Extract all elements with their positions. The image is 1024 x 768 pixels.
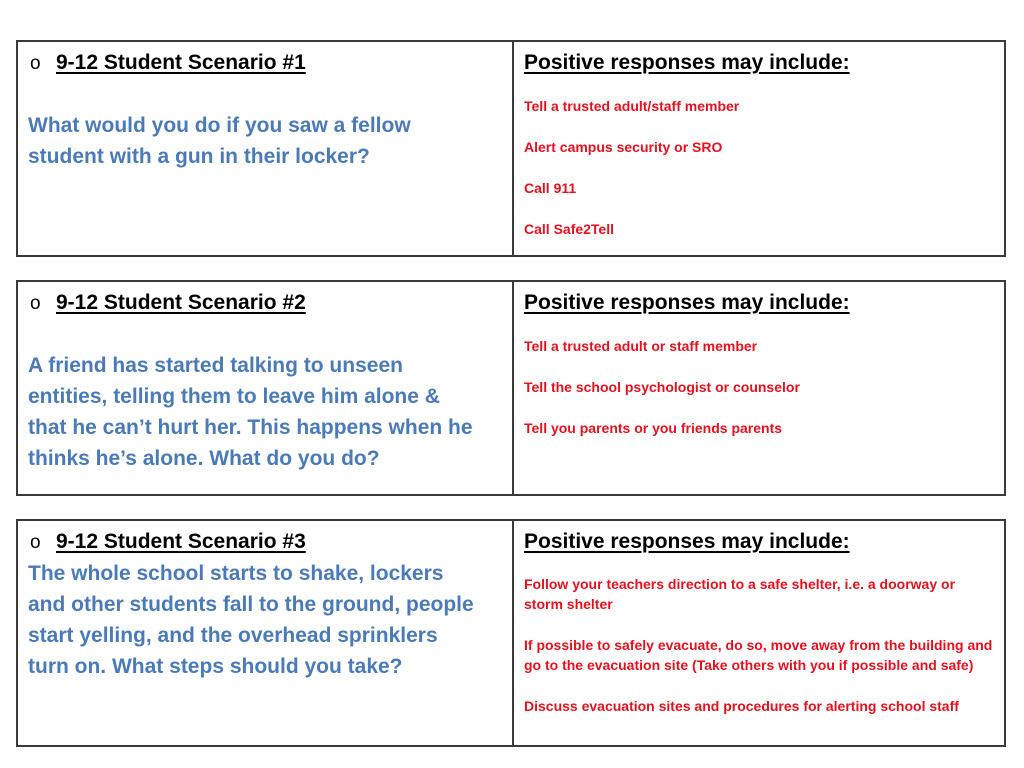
scenario-1-question: What would you do if you saw a fellow student with a gun in their locker? [28, 114, 411, 168]
scenario-1-title: 9-12 Student Scenario #1 [56, 51, 306, 74]
scenario-1-table [16, 40, 1006, 257]
bullet-icon: o [30, 293, 41, 314]
scenario-1-responses-heading: Positive responses may include: [524, 51, 850, 74]
scenario-2-question: A friend has started talking to unseen entities, telling them to leave him alone & that he can’t hurt her. This happens when he thinks he’s alone. What do you do? [28, 354, 473, 470]
scenario-3-heading [28, 529, 502, 556]
scenario-3-title: 9-12 Student Scenario #3 [56, 530, 306, 553]
scenario-3-response-2: If possible to safely evacuate, do so, move away from the building and go to the evacuation site (Take others with you if possible and safe) [524, 637, 993, 673]
scenario-1-response-2: Alert campus security or SRO [524, 139, 723, 155]
scenario-2-title: 9-12 Student Scenario #2 [56, 291, 306, 314]
scenario-2-response-3: Tell you parents or you friends parents [524, 420, 783, 436]
scenario-2-table [16, 280, 1006, 496]
scenario-1-heading [28, 50, 502, 77]
scenario-3-prompt-cell [18, 521, 514, 745]
scenario-3-responses-heading: Positive responses may include: [524, 530, 850, 553]
scenario-2-responses-cell [514, 282, 1004, 494]
scenario-2-heading [28, 290, 502, 317]
scenario-2-response-1: Tell a trusted adult or staff member [524, 338, 758, 354]
scenario-3-response-3: Discuss evacuation sites and procedures for alerting school staff [524, 698, 959, 714]
scenario-2-response-2: Tell the school psychologist or counselor [524, 379, 800, 395]
scenario-3-table [16, 519, 1006, 747]
scenario-1-response-1: Tell a trusted adult/staff member [524, 98, 740, 114]
scenario-1-response-4: Call Safe2Tell [524, 221, 615, 237]
scenario-1-prompt-cell [18, 42, 514, 255]
bullet-icon: o [30, 532, 41, 553]
bullet-icon: o [30, 53, 41, 74]
scenario-1-response-3: Call 911 [524, 180, 577, 196]
scenario-3-responses-cell [514, 521, 1004, 745]
scenario-3-response-1: Follow your teachers direction to a safe shelter, i.e. a doorway or storm shelter [524, 576, 956, 612]
scenario-1-responses-cell [514, 42, 1004, 255]
scenario-2-prompt-cell [18, 282, 514, 494]
scenario-3-question: The whole school starts to shake, lockers and other students fall to the ground, people start yelling, and the overhead sprinklers turn on. What steps should you take? [28, 562, 474, 678]
scenario-2-responses-heading: Positive responses may include: [524, 291, 850, 314]
